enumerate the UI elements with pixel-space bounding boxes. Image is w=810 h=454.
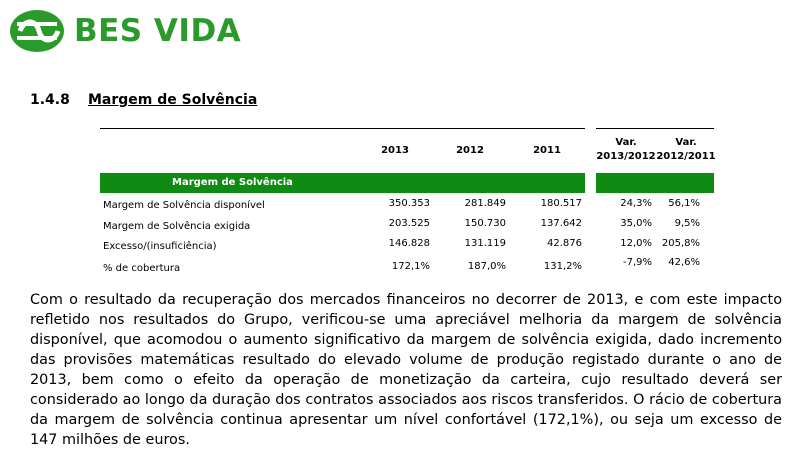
var-header-2012-2011-line1: Var. [675, 137, 697, 148]
row-value-2013: 203.525 [388, 218, 430, 229]
col-header-2013: 2013 [381, 145, 409, 156]
col-header-2012: 2012 [456, 145, 484, 156]
var-header-2013-2012-line2: 2013/2012 [596, 151, 656, 162]
bes-vida-logo [8, 8, 241, 54]
row-value-2012: 187,0% [467, 261, 506, 272]
table-band-var [596, 173, 714, 193]
body-paragraph: Com o resultado da recuperação dos mercados financeiros no decorrer de 2013, e com este impacto refletido nos resultados do Grupo, verificou-se uma apreciável melhoria da margem de solvência disponível, que acomodou o aumento significativo da margem de solvência exigida, dado incremento das provisões matemáticas resultado do elevado volume de produção registado durante o ano de 2013, bem como o efeito da operação de monetização da carteira, cujo resultado deverá ser considerado ao longo da duração dos contratos associados aos riscos transferidos. O rácio de cobertura da margem de solvência continua apresentar um nível confortável (172,1%), ou seja um excesso de 147 milhões de euros. [30, 292, 782, 448]
row-label: Margem de Solvência exigida [103, 221, 251, 232]
section-title: Margem de Solvência [88, 92, 258, 108]
row-value-2013: 146.828 [388, 238, 430, 249]
row-var-2013-2012: 35,0% [620, 218, 652, 229]
table-top-rule [100, 128, 585, 129]
row-value-2011: 180.517 [540, 198, 582, 209]
section-number: 1.4.8 [30, 92, 70, 108]
row-value-2013: 172,1% [391, 261, 430, 272]
row-var-2012-2011: 9,5% [674, 218, 700, 229]
bes-vida-logo-icon [8, 8, 66, 54]
row-value-2011: 131,2% [543, 261, 582, 272]
col-header-2011: 2011 [533, 145, 561, 156]
row-var-2013-2012: -7,9% [622, 257, 652, 268]
table-band-label: Margem de Solvência [172, 177, 293, 188]
var-header-2013-2012-line1: Var. [615, 137, 637, 148]
var-header-2012-2011-line2: 2012/2011 [656, 151, 716, 162]
row-label: % de cobertura [103, 263, 181, 274]
row-value-2011: 137.642 [540, 218, 582, 229]
row-value-2012: 281.849 [464, 198, 506, 209]
row-value-2011: 42.876 [547, 238, 582, 249]
row-var-2012-2011: 205,8% [661, 238, 700, 249]
row-var-2013-2012: 24,3% [620, 198, 652, 209]
row-value-2012: 131.119 [464, 238, 506, 249]
row-label: Margem de Solvência disponível [103, 200, 265, 211]
row-var-2012-2011: 42,6% [668, 257, 700, 268]
row-value-2013: 350.353 [388, 198, 430, 209]
row-var-2013-2012: 12,0% [620, 238, 652, 249]
table-var-top-rule [596, 128, 714, 129]
row-value-2012: 150.730 [464, 218, 506, 229]
row-var-2012-2011: 56,1% [668, 198, 700, 209]
brand-name: BES VIDA [74, 12, 242, 49]
row-label: Excesso/(insuficiência) [103, 241, 217, 252]
